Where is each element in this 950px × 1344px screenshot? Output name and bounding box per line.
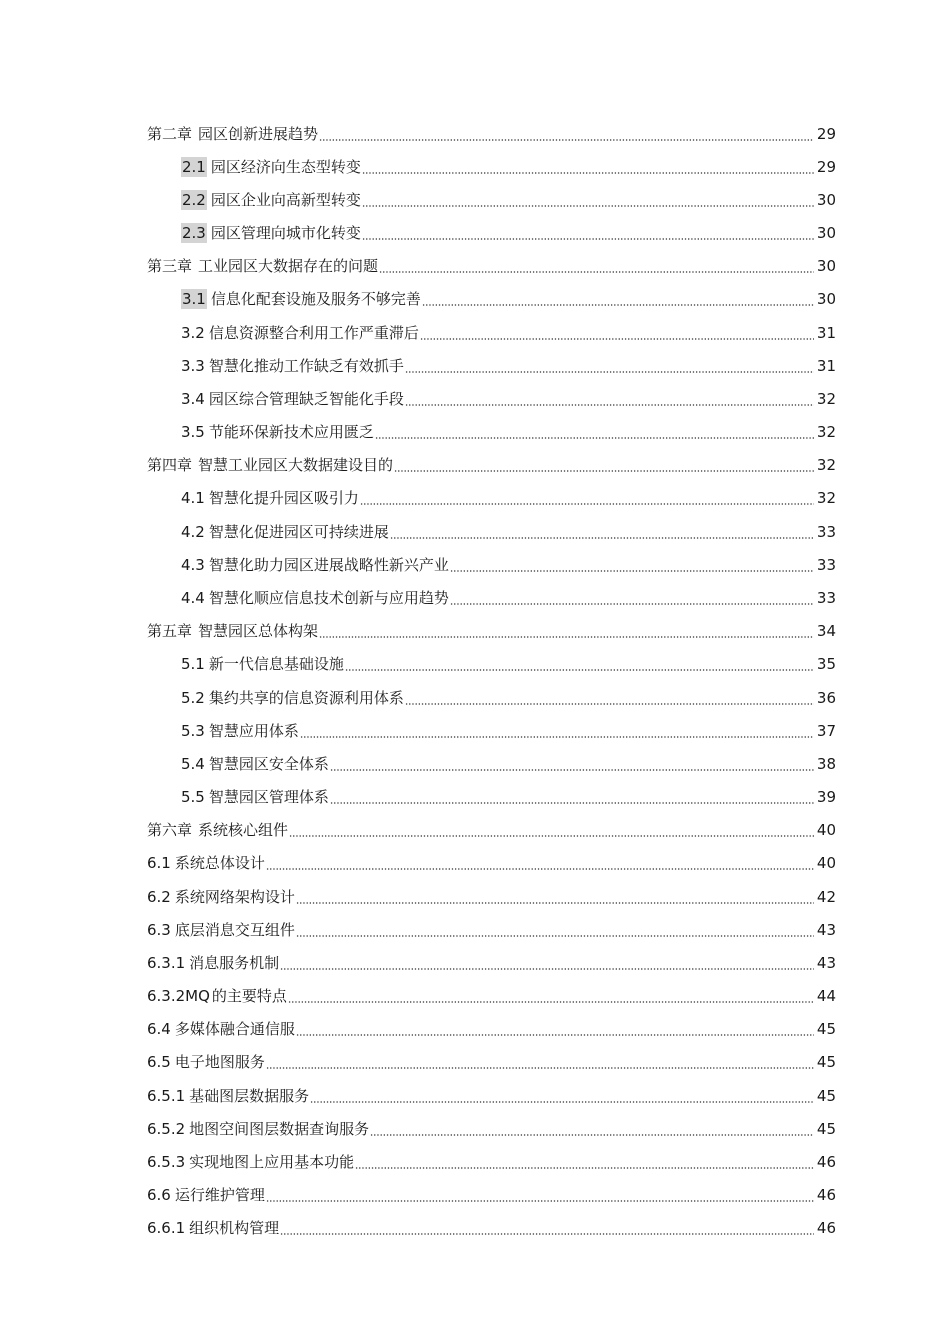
toc-entry-title: 系统核心组件 [198,821,289,840]
toc-entry[interactable] [0,747,950,780]
toc-entry-title: 园区创新进展趋势 [198,124,319,143]
toc-entry-number: 6.5.1 [147,1086,186,1105]
toc-entry-title: 系统总体设计 [174,854,265,873]
toc-entry-page-number: 35 [816,655,836,674]
dot-leader [266,1200,814,1202]
dot-leader [379,271,814,273]
dot-leader [289,835,814,837]
toc-entry-title: 底层消息交互组件 [174,920,295,939]
toc-entry[interactable] [0,449,950,482]
toc-entry-title: 消息服务机制 [189,953,280,972]
toc-entry[interactable] [0,250,950,283]
toc-entry-page-number: 45 [816,1053,836,1072]
toc-entry-page-number: 40 [816,854,836,873]
toc-entry[interactable] [0,780,950,813]
toc-entry-number: 第五章 [147,622,193,641]
toc-entry-title: 园区经济向生态型转变 [210,157,361,176]
toc-entry-page-number: 43 [816,953,836,972]
table-of-contents [0,117,950,1245]
toc-entry-page-number: 32 [816,389,836,408]
toc-entry-page-number: 31 [816,323,836,342]
toc-entry-number: 第六章 [147,821,193,840]
toc-entry[interactable] [0,117,950,150]
toc-entry[interactable] [0,1112,950,1145]
toc-entry-title: 园区综合管理缺乏智能化手段 [208,389,404,408]
toc-entry-title: 智慧园区安全体系 [208,754,329,773]
toc-entry-title: 信息资源整合利用工作严重滞后 [208,323,419,342]
dot-leader [319,636,814,638]
toc-entry[interactable] [0,183,950,216]
dot-leader [405,703,814,705]
toc-entry[interactable] [0,880,950,913]
toc-entry[interactable] [0,946,950,979]
toc-entry-title: 园区企业向高新型转变 [210,190,361,209]
dot-leader [450,603,814,605]
toc-entry-page-number: 45 [816,1086,836,1105]
toc-entry-title: 智慧园区总体构架 [198,622,319,641]
toc-entry-number: 3.3 [181,356,205,375]
toc-entry-number: 2.2 [182,190,206,209]
toc-entry[interactable] [0,150,950,183]
toc-entry-page-number: 42 [816,887,836,906]
toc-entry-number: 5.3 [181,721,205,740]
toc-entry-number: 3.5 [181,423,205,442]
dot-leader [394,470,814,472]
toc-entry-title: 多媒体融合通信服 [174,1020,295,1039]
dot-leader [345,669,814,671]
toc-entry-title: 实现地图上应用基本功能 [189,1152,355,1171]
toc-entry-title: 系统网络架构设计 [174,887,295,906]
toc-entry-number: 3.1 [182,290,206,309]
toc-entry[interactable] [0,382,950,415]
toc-entry-number: 6.5.2 [147,1119,186,1138]
dot-leader [266,868,814,870]
toc-entry-number: 第三章 [147,257,193,276]
toc-entry-title: 电子地图服务 [174,1053,265,1072]
toc-entry[interactable] [0,1179,950,1212]
toc-entry-title: 智慧工业园区大数据建设目的 [198,456,394,475]
toc-entry-page-number: 30 [816,290,836,309]
toc-entry-page-number: 33 [816,522,836,541]
toc-entry-page-number: 32 [816,489,836,508]
toc-entry-number: 2.1 [182,157,206,176]
toc-entry-page-number: 36 [816,688,836,707]
toc-entry-title: 集约共享的信息资源利用体系 [208,688,404,707]
toc-entry-number: 3.4 [181,389,205,408]
dot-leader [330,802,814,804]
dot-leader [370,1134,814,1136]
toc-entry[interactable] [0,681,950,714]
toc-entry-page-number: 46 [816,1219,836,1238]
dot-leader [422,304,814,306]
toc-entry-title: 组织机构管理 [189,1219,280,1238]
toc-entry-number: 4.3 [181,555,205,574]
toc-entry[interactable] [0,615,950,648]
toc-entry-title: 基础图层数据服务 [189,1086,310,1105]
toc-entry[interactable] [0,217,950,250]
dot-leader [319,139,814,141]
toc-entry[interactable] [0,482,950,515]
dot-leader [360,503,814,505]
toc-entry-number: 6.2 [147,887,171,906]
toc-entry[interactable] [0,283,950,316]
toc-entry[interactable] [0,581,950,614]
dot-leader [280,968,814,970]
toc-entry-title: 的主要特点 [211,987,287,1006]
toc-entry-number: 4.1 [181,489,205,508]
toc-entry[interactable] [0,1046,950,1079]
toc-entry-page-number: 30 [816,224,836,243]
toc-entry-title: 地图空间图层数据查询服务 [189,1119,370,1138]
toc-entry[interactable] [0,515,950,548]
dot-leader [362,172,814,174]
toc-entry-number: 2.3 [182,224,206,243]
dot-leader [288,1001,814,1003]
toc-entry-number: 4.2 [181,522,205,541]
toc-entry-title: 智慧化提升园区吸引力 [208,489,359,508]
toc-entry-title: 智慧化助力园区进展战略性新兴产业 [208,555,449,574]
toc-entry-title: 工业园区大数据存在的问题 [198,257,379,276]
toc-entry-page-number: 37 [816,721,836,740]
toc-entry-number: 第二章 [147,124,193,143]
toc-entry-number: 5.1 [181,655,205,674]
dot-leader [296,1034,814,1036]
dot-leader [362,238,814,240]
toc-entry-page-number: 45 [816,1020,836,1039]
toc-entry-page-number: 30 [816,190,836,209]
dot-leader [420,338,814,340]
toc-entry-title: 智慧化推动工作缺乏有效抓手 [208,356,404,375]
toc-entry[interactable] [0,714,950,747]
toc-entry[interactable] [0,648,950,681]
dot-leader [296,902,814,904]
toc-entry-title: 智慧化促进园区可持续进展 [208,522,389,541]
toc-entry-title: 节能环保新技术应用匮乏 [208,423,374,442]
dot-leader [330,769,814,771]
toc-entry[interactable] [0,1145,950,1178]
toc-entry-number: 6.4 [147,1020,171,1039]
dot-leader [310,1101,814,1103]
toc-entry-page-number: 32 [816,423,836,442]
toc-entry-number: 6.3.2MQ [147,987,210,1006]
toc-entry-page-number: 29 [816,157,836,176]
toc-entry-page-number: 45 [816,1119,836,1138]
toc-entry-number: 6.1 [147,854,171,873]
toc-entry-page-number: 34 [816,622,836,641]
dot-leader [390,537,814,539]
toc-entry[interactable] [0,416,950,449]
dot-leader [355,1167,814,1169]
toc-entry-number: 第四章 [147,456,193,475]
toc-entry-number: 6.3.1 [147,953,186,972]
toc-entry-page-number: 29 [816,124,836,143]
toc-entry[interactable] [0,913,950,946]
dot-leader [266,1067,814,1069]
toc-entry[interactable] [0,548,950,581]
toc-entry[interactable] [0,1013,950,1046]
toc-entry-number: 6.3 [147,920,171,939]
toc-entry-number: 6.5.3 [147,1152,186,1171]
dot-leader [280,1233,814,1235]
toc-entry-title: 智慧化顺应信息技术创新与应用趋势 [208,588,449,607]
toc-entry-title: 新一代信息基础设施 [208,655,344,674]
toc-entry-number: 6.6 [147,1186,171,1205]
toc-entry-number: 5.4 [181,754,205,773]
toc-entry-page-number: 38 [816,754,836,773]
toc-entry-number: 5.2 [181,688,205,707]
toc-entry-page-number: 39 [816,788,836,807]
dot-leader [362,205,814,207]
toc-entry-title: 园区管理向城市化转变 [210,224,361,243]
toc-entry-title: 信息化配套设施及服务不够完善 [210,290,421,309]
toc-entry-page-number: 43 [816,920,836,939]
toc-entry-number: 6.6.1 [147,1219,186,1238]
toc-entry[interactable] [0,349,950,382]
toc-entry-number: 4.4 [181,588,205,607]
toc-entry-page-number: 46 [816,1186,836,1205]
toc-entry-title: 运行维护管理 [174,1186,265,1205]
dot-leader [405,371,814,373]
toc-entry-page-number: 46 [816,1152,836,1171]
dot-leader [405,404,814,406]
dot-leader [296,935,814,937]
toc-entry-page-number: 44 [816,987,836,1006]
toc-entry-page-number: 33 [816,588,836,607]
toc-entry-title: 智慧应用体系 [208,721,299,740]
dot-leader [300,736,814,738]
dot-leader [450,570,814,572]
toc-entry-title: 智慧园区管理体系 [208,788,329,807]
toc-entry-number: 6.5 [147,1053,171,1072]
toc-entry[interactable] [0,316,950,349]
toc-entry[interactable] [0,979,950,1012]
toc-entry-page-number: 33 [816,555,836,574]
toc-entry-number: 5.5 [181,788,205,807]
toc-entry[interactable] [0,1212,950,1245]
toc-entry[interactable] [0,847,950,880]
toc-entry-page-number: 31 [816,356,836,375]
toc-entry-page-number: 32 [816,456,836,475]
toc-entry-number: 3.2 [181,323,205,342]
toc-entry[interactable] [0,1079,950,1112]
toc-entry-page-number: 40 [816,821,836,840]
toc-entry[interactable] [0,814,950,847]
toc-entry-page-number: 30 [816,257,836,276]
dot-leader [375,437,814,439]
